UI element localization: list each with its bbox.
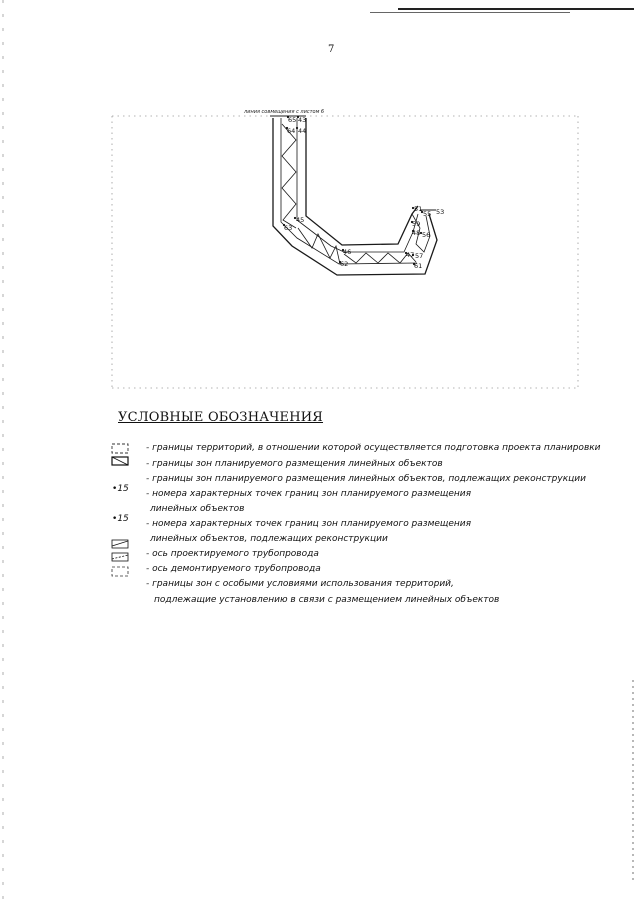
legend-item-zone: - границы зон планируемого размещения линейных объектов: [146, 459, 443, 469]
point-label-48: 48: [412, 229, 421, 237]
legend-item-special-zone: - границы зон с особыми условиями использования территорий,: [146, 579, 454, 589]
legend-item-projected-pipeline: - ось проектируемого трубопровода: [146, 549, 319, 559]
point-label-53: 53: [436, 208, 445, 216]
point-label-43: 43: [298, 116, 307, 124]
legend-projected-pipeline-symbol: [112, 540, 128, 548]
legend-item-point-numbers: - номера характерных точек границ зон планируемого размещения: [146, 489, 472, 499]
legend-item-point-numbers-reconstruction-cont: линейных объектов, подлежащих реконструкции: [150, 534, 388, 544]
point-label-47: 47: [406, 251, 415, 259]
match-line-label: линия совмещения с листом 6: [244, 109, 325, 115]
point-label-44: 44: [298, 127, 307, 135]
point-label-45: 45: [296, 216, 305, 224]
legend-point-sample-2: [112, 514, 129, 524]
point-label-61: 61: [414, 262, 423, 270]
legend-point-sample-2-number: 15: [117, 514, 129, 524]
legend-item-zone-reconstruction: - границы зон планируемого размещения линейных объектов, подлежащих реконструкции: [146, 474, 586, 484]
point-label-57: 57: [415, 252, 424, 260]
pipeline-zigzag-vertical: [282, 124, 296, 228]
point-label-46: 46: [343, 248, 352, 256]
legend-item-territory-boundary: - границы территорий, в отношении которой осуществляется подготовка проекта планировки: [146, 443, 601, 453]
legend-point-sample-1-number: 15: [117, 484, 129, 494]
point-label-63: 63: [284, 224, 293, 232]
pipeline-zigzag-diagonal: [298, 228, 340, 264]
point-label-59: 59: [412, 220, 421, 228]
page-number: 7: [328, 44, 335, 55]
legend-item-point-numbers-reconstruction: - номера характерных точек границ зон планируемого размещения: [146, 519, 472, 529]
legend-point-sample-1: [112, 484, 129, 494]
legend-dot-icon: •: [112, 484, 118, 494]
point-label-56: 56: [422, 231, 431, 239]
point-label-55: 55: [423, 210, 432, 218]
point-label-65: 65: [288, 116, 297, 124]
legend-special-zone-symbol: [112, 567, 128, 576]
legend-item-point-numbers-cont: линейных объектов: [150, 504, 245, 514]
point-label-62: 62: [340, 260, 349, 268]
point-label-51: 51: [414, 205, 423, 213]
legend-item-special-zone-cont: подлежащие установлению в связи с размещением линейных объектов: [154, 595, 500, 605]
legend-item-demolished-pipeline: - ось демонтируемого трубопровода: [146, 564, 321, 574]
legend-title: УСЛОВНЫЕ ОБОЗНАЧЕНИЯ: [118, 410, 324, 425]
legend-dot-icon: •: [112, 514, 118, 524]
legend-territory-boundary-symbol: [112, 444, 128, 453]
point-label-64: 64: [287, 127, 296, 135]
